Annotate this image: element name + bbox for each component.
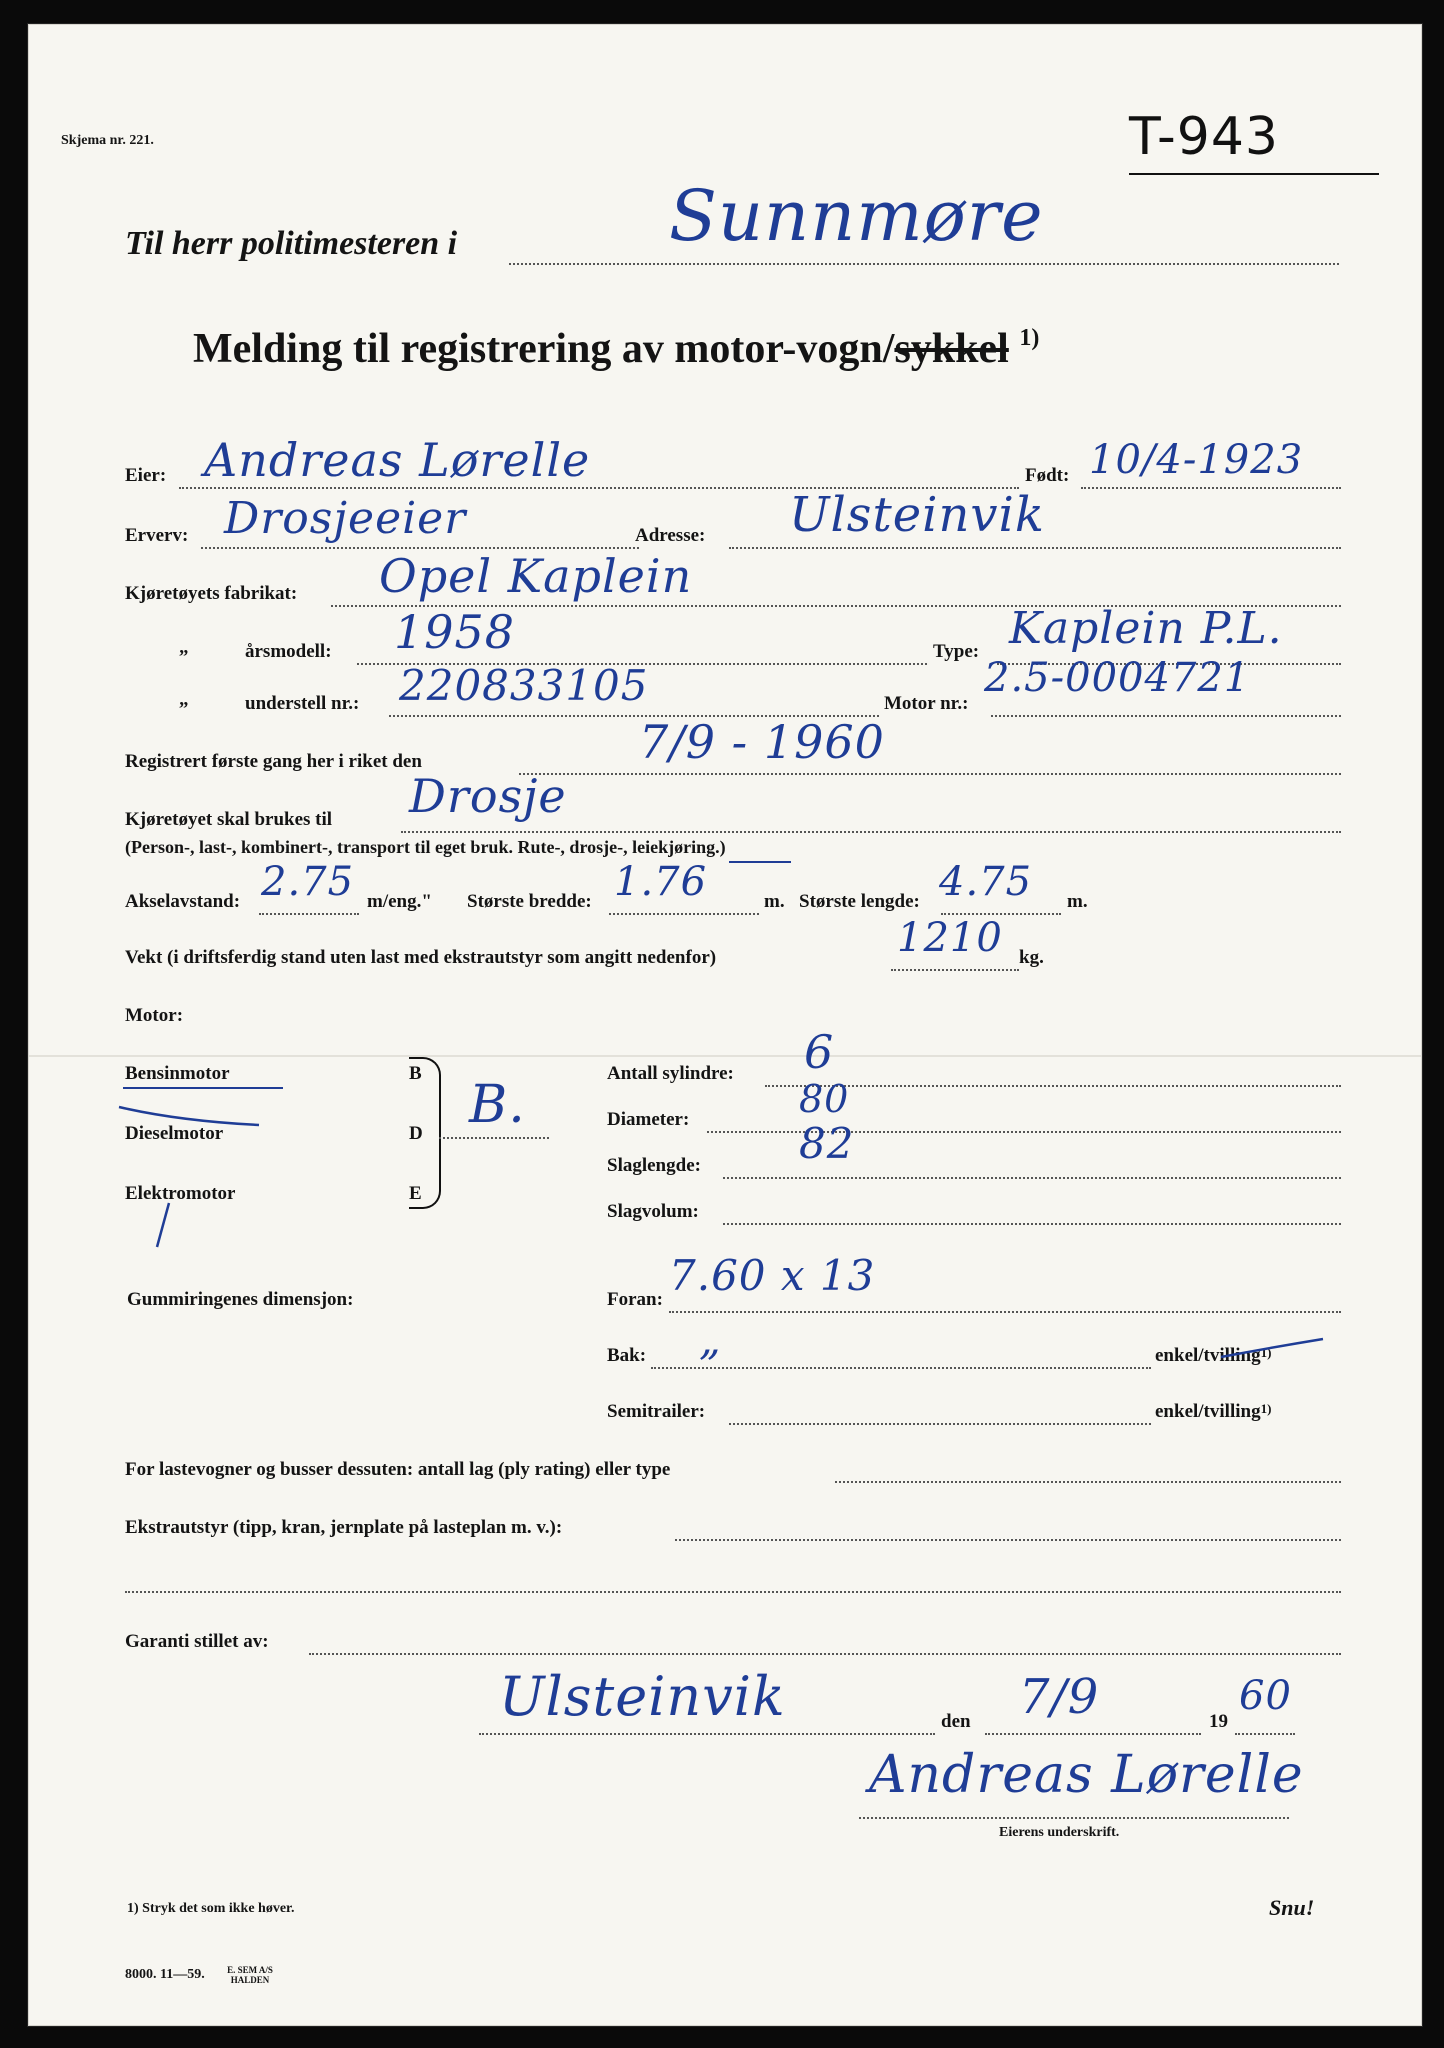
reference-underline (1129, 173, 1379, 175)
extras-label: Ekstrautstyr (tipp, kran, jernplate på lasteplan m. v.): (125, 1517, 563, 1538)
motor-number-label: Motor nr.: (884, 693, 969, 714)
occupation-label: Erverv: (125, 525, 189, 546)
front-tire-label: Foran: (607, 1289, 663, 1310)
chassis-label: understell nr.: (245, 693, 360, 714)
diameter-value: 80 (799, 1077, 850, 1121)
motor-type-electric: Elektromotor (125, 1183, 236, 1204)
footnote: 1) Stryk det som ikke høver. (127, 1901, 295, 1916)
address-label: Adresse: (635, 525, 706, 546)
axle-label: Akselavstand: (125, 891, 241, 912)
signature-year-suffix: 60 (1239, 1673, 1292, 1719)
usage-value: Drosje (409, 769, 567, 823)
weight-value: 1210 (897, 915, 1003, 961)
owner-signature: Andreas Lørelle (869, 1745, 1304, 1805)
turn-over: Snu! (1269, 1895, 1315, 1920)
printer: E. SEM A/S HALDEN (227, 1965, 273, 1985)
motor-code-diesel: D (409, 1123, 423, 1144)
make-label: Kjøretøyets fabrikat: (125, 583, 298, 604)
make-value: Opel Kaplein (379, 549, 693, 603)
born-label: Født: (1025, 465, 1070, 486)
motor-code-electric: E (409, 1183, 422, 1204)
model-year-value: 1958 (394, 605, 516, 659)
signature-den: den (941, 1711, 971, 1732)
rear-tire-label: Bak: (607, 1345, 647, 1366)
motor-code-petrol: B (409, 1063, 422, 1084)
semitrailer-single-twin: enkel/tvilling$^{1)}$ (1155, 1401, 1272, 1422)
length-unit: m. (1067, 891, 1088, 912)
weight-label: Vekt (i driftsferdig stand uten last med ekstrautstyr som angitt nedenfor) (125, 947, 717, 968)
owner-value: Andreas Lørelle (204, 433, 591, 487)
motor-type-petrol: Bensinmotor (125, 1063, 230, 1084)
weight-unit: kg. (1019, 947, 1044, 968)
occupation-value: Drosjeeier (224, 493, 467, 544)
chassis-value: 220833105 (399, 661, 649, 710)
registration-value: 7/9 - 1960 (639, 715, 885, 769)
motor-heading: Motor: (125, 1005, 184, 1026)
length-label: Største lengde: (799, 891, 920, 912)
quote-mark-1: „ (179, 637, 189, 658)
cylinders-label: Antall sylindre: (607, 1063, 734, 1084)
quote-mark-2: „ (179, 689, 189, 710)
cylinders-value: 6 (804, 1025, 835, 1079)
semitrailer-label: Semitrailer: (607, 1401, 706, 1422)
type-label: Type: (933, 641, 980, 662)
address-value: Ulsteinvik (789, 487, 1045, 543)
signature-place: Ulsteinvik (499, 1665, 786, 1728)
axle-unit: m/eng." (367, 891, 432, 912)
width-unit: m. (764, 891, 785, 912)
motor-selected: B. (469, 1075, 526, 1135)
signature-year-prefix: 19 (1209, 1711, 1228, 1732)
born-value: 10/4-1923 (1089, 437, 1304, 483)
type-value: Kaplein P.L. (1009, 603, 1283, 654)
motor-type-diesel: Dieselmotor (125, 1123, 224, 1144)
addressee-value: Sunnmøre (669, 175, 1044, 257)
width-value: 1.76 (614, 859, 708, 905)
signature-date: 7/9 (1019, 1669, 1100, 1725)
selection-strokes (109, 1085, 309, 1255)
front-tire-value: 7.60 x 13 (669, 1251, 876, 1300)
usage-underline (729, 861, 791, 863)
width-label: Største bredde: (467, 891, 592, 912)
usage-label: Kjøretøyet skal brukes til (125, 809, 333, 830)
form-title: Melding til registrering av motor-vogn/sykkel $^{1)}$ (193, 325, 1040, 372)
diameter-label: Diameter: (607, 1109, 690, 1130)
tires-label: Gummiringenes dimensjon: (127, 1289, 354, 1310)
axle-value: 2.75 (261, 859, 355, 905)
owner-label: Eier: (125, 465, 167, 486)
stroke-value: 82 (799, 1119, 855, 1168)
usage-note: (Person-, last-, kombinert-, transport til eget bruk. Rute-, drosje-, leiekjøring.) (125, 837, 726, 857)
print-code: 8000. 11—59. (125, 1967, 205, 1982)
motor-brace (409, 1057, 441, 1209)
guarantee-label: Garanti stillet av: (125, 1631, 269, 1652)
stroke-label: Slaglengde: (607, 1155, 701, 1176)
rear-single-twin: enkel/tvilling$^{1)}$ (1155, 1345, 1272, 1366)
motor-number-value: 2.5-0004721 (984, 655, 1251, 701)
rear-tire-value: „ (699, 1315, 722, 1364)
trucks-label: For lastevogner og busser dessuten: antall lag (ply rating) eller type (125, 1459, 671, 1480)
twin-strike-stroke (1219, 1335, 1329, 1365)
reference-number: T-943 (1129, 107, 1280, 167)
volume-label: Slagvolum: (607, 1201, 699, 1222)
model-year-label: årsmodell: (245, 641, 332, 662)
fold-crease (29, 1055, 1421, 1057)
addressee-label: Til herr politimesteren i (125, 225, 458, 262)
registration-form (28, 24, 1422, 2026)
signature-caption: Eierens underskrift. (999, 1825, 1120, 1840)
registration-label: Registrert første gang her i riket den (125, 751, 422, 772)
schema-number: Skjema nr. 221. (61, 133, 154, 148)
length-value: 4.75 (939, 859, 1033, 905)
